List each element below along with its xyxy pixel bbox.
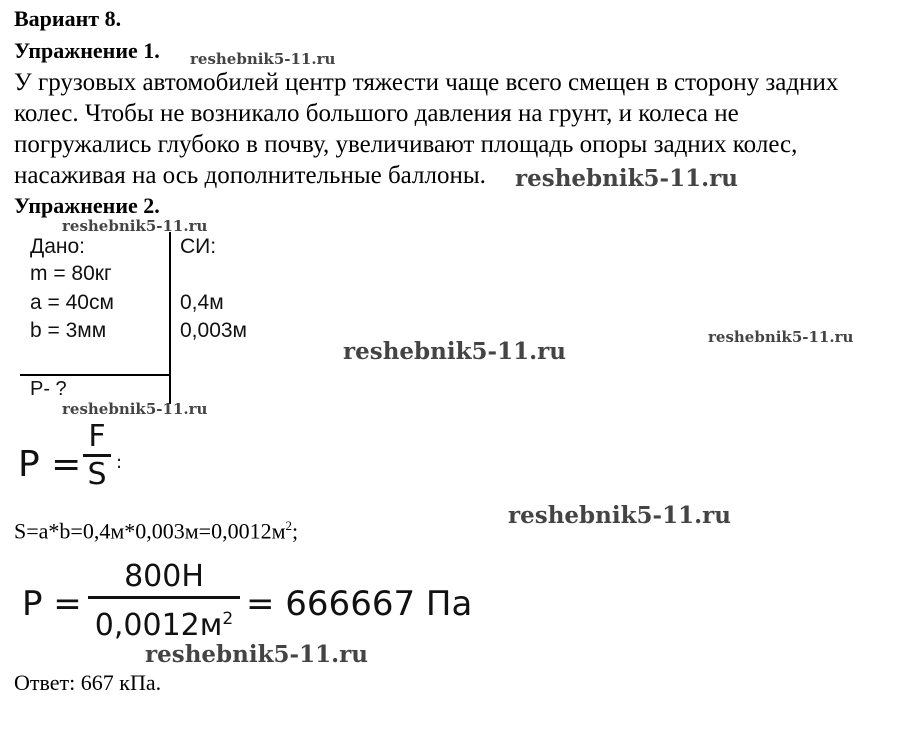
- given-divider-vertical: [169, 232, 171, 404]
- watermark-4: reshebnik5-11.ru: [708, 328, 854, 346]
- find-value: P- ?: [30, 378, 67, 400]
- formula-1-tail: :: [116, 452, 123, 473]
- area-calculation-main: S=a*b=0,4м*0,003м=0,0012м: [14, 518, 286, 544]
- formula-1-denominator: S: [87, 457, 107, 492]
- watermark-8: reshebnik5-11.ru: [145, 641, 368, 668]
- watermark-3: reshebnik5-11.ru: [62, 217, 208, 235]
- watermark-1: reshebnik5-11.ru: [190, 50, 336, 68]
- formula-2-lhs: P =: [22, 584, 82, 624]
- watermark-5: reshebnik5-11.ru: [343, 338, 566, 365]
- given-a-si: 0,4м: [180, 291, 224, 314]
- exercise-1-line-2: колес. Чтобы не возникало большого давления на грунт, и колеса не: [14, 100, 739, 127]
- exercise-1-line-4: насаживая на ось дополнительные баллоны.: [14, 162, 486, 189]
- area-calculation: [14, 518, 298, 544]
- formula-1-lhs: P =: [18, 444, 82, 485]
- formula-2-fraction: [88, 558, 240, 646]
- watermark-2: reshebnik5-11.ru: [515, 165, 738, 192]
- exercise-1-line-1: У грузовых автомобилей центр тяжести чаще всего смещен в сторону задних: [14, 69, 839, 96]
- answer-line: Ответ: 667 кПа.: [14, 670, 162, 695]
- exercise-1-line-3: погружались глубоко в почву, увеличивают площадь опоры задних колес,: [14, 131, 798, 158]
- watermark-6: reshebnik5-11.ru: [62, 400, 208, 418]
- area-calculation-end: ;: [292, 518, 299, 544]
- formula-2-denominator-base: 0,0012м: [94, 608, 223, 643]
- si-label: СИ:: [180, 235, 217, 258]
- page-title: Вариант 8.: [14, 6, 122, 31]
- formula-2-denominator: [95, 599, 233, 646]
- exercise-2-heading: Упражнение 2.: [14, 193, 160, 218]
- formula-1-numerator: F: [88, 419, 106, 454]
- given-b-si: 0,003м: [180, 319, 247, 342]
- formula-1-fraction: [83, 420, 111, 493]
- given-divider-horizontal: [20, 374, 170, 376]
- given-b: b = 3мм: [30, 319, 107, 342]
- given-label: Дано:: [30, 235, 86, 258]
- watermark-7: reshebnik5-11.ru: [508, 502, 731, 529]
- formula-2-numerator: 800H: [124, 559, 204, 594]
- formula-2-denominator-exponent: 2: [222, 609, 234, 629]
- area-calculation-exponent: 2: [285, 518, 292, 533]
- exercise-1-heading: Упражнение 1.: [14, 38, 160, 63]
- given-a: a = 40см: [30, 291, 114, 314]
- formula-2-rhs: = 666667 Па: [246, 584, 473, 624]
- given-mass: m = 80кг: [30, 262, 112, 285]
